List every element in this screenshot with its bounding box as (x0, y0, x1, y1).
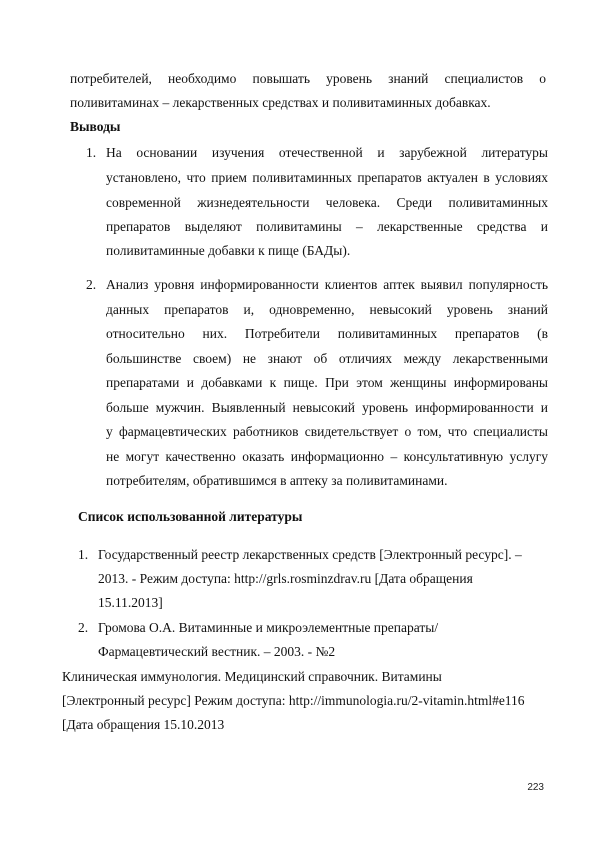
reference-1-line-3: 15.11.2013] (98, 595, 163, 610)
conclusion-2-line-6: больше мужчин. Выявленный невысокий уровень информированности и (106, 400, 548, 415)
intro-line-1: потребителей, необходимо повышать уровень знаний специалистов о (70, 71, 546, 86)
reference-trailing-line-1: Клиническая иммунология. Медицинский справочник. Витамины (62, 669, 442, 684)
reference-2-line-2: Фармацевтический вестник. – 2003. - №2 (98, 644, 336, 659)
conclusion-1-line-5: поливитаминные добавки к пище (БАДы). (106, 243, 351, 258)
conclusion-2-line-9: потребителям, обратившимся в аптеку за поливитаминами. (106, 473, 448, 488)
references-heading: Список использованной литературы (78, 509, 303, 524)
conclusion-1-line-4: препаратов выделяют поливитамины – лекарственные средства и (106, 219, 548, 234)
conclusion-1-line-2: установлено, что прием поливитаминных препаратов актуален в условиях (106, 170, 548, 185)
page-number: 223 (527, 782, 544, 793)
conclusion-1-line-3: современной жизнедеятельности человека. Среди поливитаминных (106, 195, 548, 210)
reference-trailing-line-3: [Дата обращения 15.10.2013 (62, 717, 225, 732)
conclusions-heading: Выводы (70, 119, 121, 134)
conclusion-2-line-5: препаратами и добавками к пище. При этом женщины информированы (106, 375, 548, 390)
reference-trailing-line-2: [Электронный ресурс] Режим доступа: http://immunologia.ru/2-vitamin.html#e116 (62, 693, 525, 708)
conclusion-2-line-7: у фармацевтических работников свидетельствует о том, что специалисты (106, 424, 548, 439)
conclusion-2-line-1: Анализ уровня информированности клиентов аптек выявил популярность (106, 277, 548, 292)
conclusion-2-line-3: относительно них. Потребители поливитаминных препаратов (в (106, 326, 548, 341)
reference-2-line-1: Громова О.А. Витаминные и микроэлементные препараты/ (98, 620, 439, 635)
reference-number-1: 1. (78, 547, 89, 562)
conclusion-number-1: 1. (86, 145, 97, 160)
conclusion-1-line-1: На основании изучения отечественной и зарубежной литературы (106, 145, 548, 160)
reference-1-line-1: Государственный реестр лекарственных средств [Электронный ресурс]. – (98, 547, 522, 562)
intro-line-2: поливитаминах – лекарственных средствах и поливитаминных добавках. (70, 95, 491, 110)
reference-number-2: 2. (78, 620, 89, 635)
reference-1-line-2: 2013. - Режим доступа: http://grls.rosminzdrav.ru [Дата обращения (98, 571, 473, 586)
conclusion-2-line-2: данных препаратов и, одновременно, невысокий уровень знаний (106, 302, 548, 317)
conclusion-2-line-4: большинстве своем) не знают об отличиях между лекарственными (106, 351, 548, 366)
conclusion-number-2: 2. (86, 277, 97, 292)
conclusion-2-line-8: не могут качественно оказать информационно – консультативную услугу (106, 449, 548, 464)
